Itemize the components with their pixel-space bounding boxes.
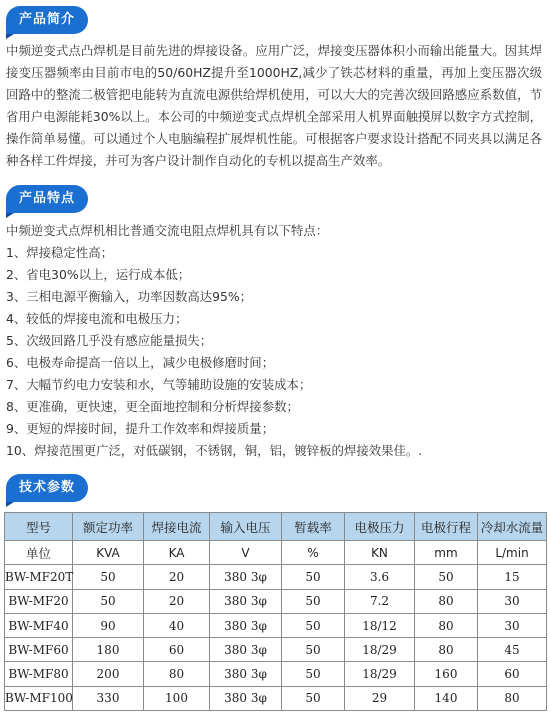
features-lead: 中频逆变式点焊机相比普通交流电阻点焊机具有以下特点： — [6, 223, 329, 238]
table-cell: 40 — [144, 613, 210, 637]
table-cell: 18/12 — [345, 613, 415, 637]
table-cell: 50 — [282, 565, 345, 589]
feature-item: 10、焊接范围更广泛，对低碳钢，不锈钢，铜，铝，镀锌板的焊接效果佳。. — [6, 443, 423, 458]
table-cell: 60 — [144, 638, 210, 662]
header-cell-voltage: 输入电压 — [210, 513, 282, 541]
table-cell: 80 — [478, 686, 547, 710]
feature-item: 2、省电30%以上，运行成本低； — [6, 267, 191, 282]
table-cell: 380 3φ — [210, 613, 282, 637]
specs-table — [4, 512, 547, 711]
table-row — [5, 589, 547, 613]
unit-cell: 单位 — [5, 541, 73, 565]
table-cell: 50 — [282, 638, 345, 662]
feature-item: 3、三相电源平衡输入，功率因数高达95%； — [6, 289, 253, 304]
intro-paragraph: 中频逆变式点凸焊机是目前先进的焊接设备。应用广泛，焊接变压器体积小而输出能量大。因其焊接变压器频率由目前市电的50/60HZ提升至1000HZ,减少了铁芯材料的重量，再加上变压器次级回路中的整流二极管把电能转为直流电源供给焊机使用，可以大大的完善次级回路感应系数值，节省用户电源能耗30%以上。本公司的中频逆变式点焊机全部采用人机界面触摸屏以数字方式控制，操作简单易懂。可以通过个人电脑编程扩展焊机性能。可根据客户要求设计搭配不同夹具以满足各种各样工件焊接，并可为客户设计制作自动化的专机以提高生产效率。 — [6, 43, 542, 168]
header-cell-pressure: 电极压力 — [345, 513, 415, 541]
table-cell: 50 — [73, 589, 144, 613]
table-cell: 160 — [415, 662, 478, 686]
table-row — [5, 565, 547, 589]
table-cell: 380 3φ — [210, 638, 282, 662]
features-list — [6, 220, 542, 462]
feature-item: 8、更准确，更快速，更全面地控制和分析焊接参数； — [6, 399, 299, 414]
unit-cell: % — [282, 541, 345, 565]
table-cell: 100 — [144, 686, 210, 710]
table-cell: 80 — [415, 589, 478, 613]
table-header-row — [5, 513, 547, 541]
table-cell: 15 — [478, 565, 547, 589]
table-row — [5, 638, 547, 662]
table-cell: BW-MF80 — [5, 662, 73, 686]
table-cell: 140 — [415, 686, 478, 710]
feature-item: 4、较低的焊接电流和电极压力； — [6, 311, 188, 326]
table-cell: 29 — [345, 686, 415, 710]
table-cell: 180 — [73, 638, 144, 662]
header-cell-duty: 暂载率 — [282, 513, 345, 541]
header-cell-water: 冷却水流量 — [478, 513, 547, 541]
table-cell: 50 — [73, 565, 144, 589]
feature-item: 1、焊接稳定性高； — [6, 245, 114, 260]
header-cell-model: 型号 — [5, 513, 73, 541]
header-cell-power: 额定功率 — [73, 513, 144, 541]
table-row — [5, 686, 547, 710]
table-cell: 45 — [478, 638, 547, 662]
header-cell-current: 焊接电流 — [144, 513, 210, 541]
unit-cell: V — [210, 541, 282, 565]
table-cell: 18/29 — [345, 638, 415, 662]
feature-item: 7、大幅节约电力安装和水，气等辅助设施的安装成本； — [6, 377, 312, 392]
table-row — [5, 662, 547, 686]
table-row — [5, 613, 547, 637]
table-cell: BW-MF60 — [5, 638, 73, 662]
table-cell: 20 — [144, 565, 210, 589]
table-cell: BW-MF20 — [5, 589, 73, 613]
table-cell: 30 — [478, 613, 547, 637]
feature-item: 9、更短的焊接时间，提升工作效率和焊接质量； — [6, 421, 275, 436]
table-cell: 380 3φ — [210, 589, 282, 613]
table-cell: 50 — [282, 613, 345, 637]
table-cell: 50 — [282, 662, 345, 686]
intro-section-title: 产品简介 — [6, 6, 88, 34]
specs-section-title: 技术参数 — [6, 474, 88, 502]
table-cell: 3.6 — [345, 565, 415, 589]
features-section-title: 产品特点 — [6, 185, 88, 213]
header-cell-stroke: 电极行程 — [415, 513, 478, 541]
table-cell: 50 — [282, 686, 345, 710]
table-cell: 380 3φ — [210, 662, 282, 686]
table-cell: 50 — [282, 589, 345, 613]
feature-item: 5、次级回路几乎没有感应能量损失； — [6, 333, 213, 348]
table-cell: 330 — [73, 686, 144, 710]
table-cell: BW-MF100 — [5, 686, 73, 710]
table-cell: 18/29 — [345, 662, 415, 686]
table-cell: BW-MF20T — [5, 565, 73, 589]
unit-cell: mm — [415, 541, 478, 565]
table-cell: 20 — [144, 589, 210, 613]
table-cell: 50 — [415, 565, 478, 589]
unit-cell: KA — [144, 541, 210, 565]
feature-item: 6、电极寿命提高一倍以上，减少电极修磨时间； — [6, 355, 275, 370]
table-cell: 80 — [144, 662, 210, 686]
table-cell: BW-MF40 — [5, 613, 73, 637]
table-cell: 80 — [415, 613, 478, 637]
table-cell: 380 3φ — [210, 565, 282, 589]
table-cell: 30 — [478, 589, 547, 613]
table-cell: 380 3φ — [210, 686, 282, 710]
table-cell: 7.2 — [345, 589, 415, 613]
table-cell: 200 — [73, 662, 144, 686]
unit-cell: KVA — [73, 541, 144, 565]
table-cell: 60 — [478, 662, 547, 686]
table-unit-row — [5, 541, 547, 565]
table-cell: 80 — [415, 638, 478, 662]
table-cell: 90 — [73, 613, 144, 637]
unit-cell: L/min — [478, 541, 547, 565]
unit-cell: KN — [345, 541, 415, 565]
